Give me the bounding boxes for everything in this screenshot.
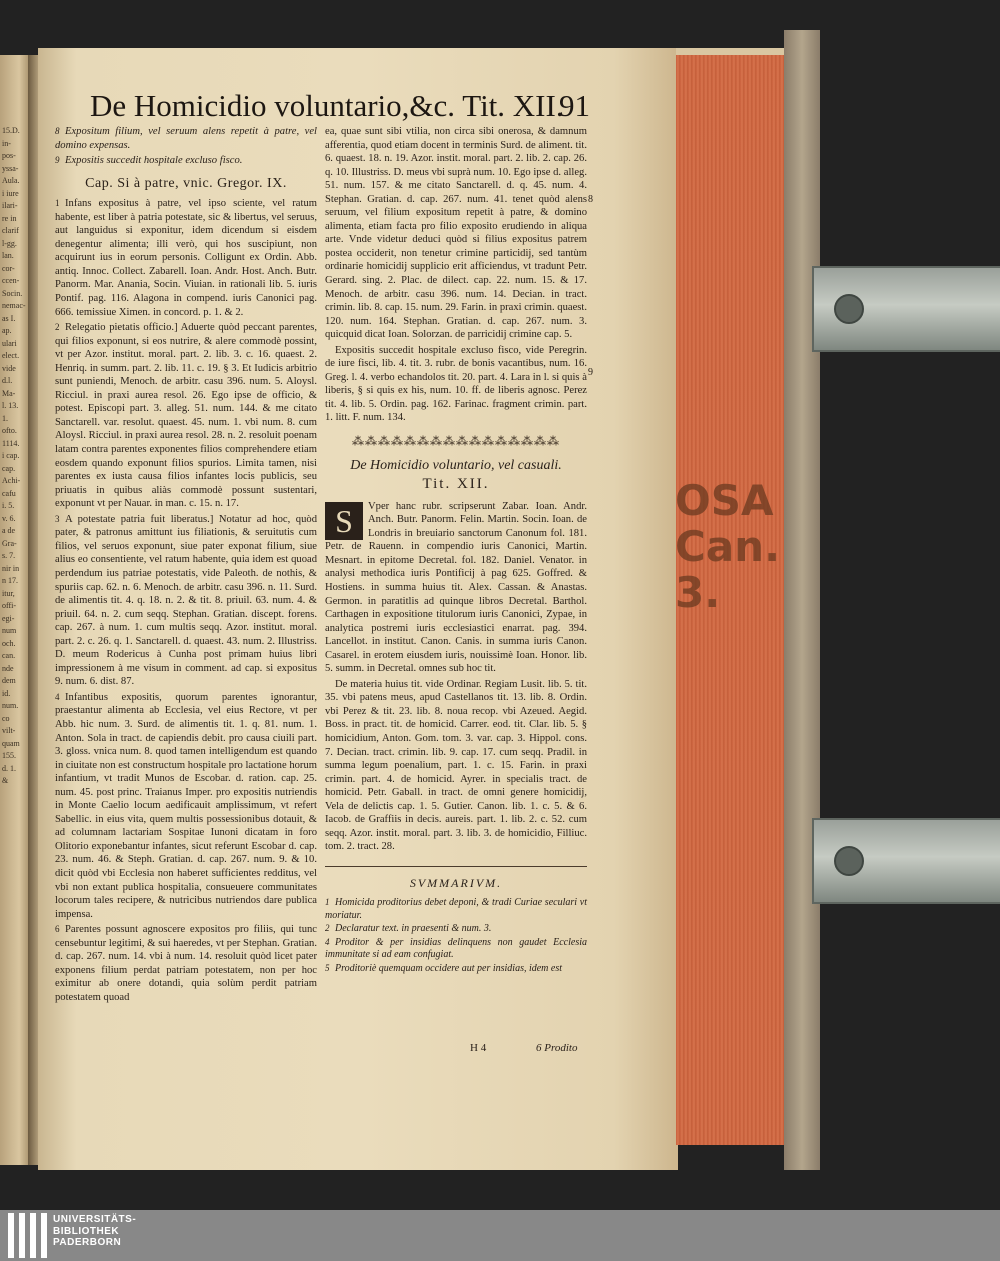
library-name: UNIVERSITÄTS- BIBLIOTHEK PADERBORN bbox=[53, 1214, 137, 1248]
paragraph: 3 A potestate patria fuit liberatus.] Notatur ad hoc, quòd pater, & patronus amittunt ius filiationis, & seruitutis cum filios, vel seruos exponunt, siue pater exponat filium, siue alius eo consentiente, vel ratum habente, quia idem est quoad perdendum ius patriae potestatis, vide Paleoth. de nothis, & spuriis cap. 62. n. 6. Menoch. de arbitr. casu 396. n. 11. Surd. de alimentis tit. 4. q. 18. n. 2. & tit. 8. priuil. 63. num. 4. & priuil. 64. n. 2. cum seqq. Stephan. Gratian. discept. forens. cap. 267. à num. 1. cum multis seqq. Azor. institut. moral. part. 2. c. 26. q. 1. Sanctarell. d. quaest. 43. num. 2. Illustriss. D. meum Rodericus à Cunha post primam huius libri impressionem à me visum in comment. ad cap. si expositus 9. num. 6. dist. 87. bbox=[55, 513, 317, 688]
right-text-column bbox=[325, 125, 587, 975]
clasp-pin bbox=[834, 846, 864, 876]
page-number: 91 bbox=[559, 88, 590, 123]
ownership-stamp: OSA Can. 3. bbox=[675, 476, 781, 617]
paragraph: ea, quae sunt sibi vtilia, non circa sibi onerosa, & damnum afferentia, quod etiam docent in terminis Surd. de aliment. tit. 6. quaest. 18. n. 19. Azor. instit. moral. part. 2. lib. 2. cap. 26. q. 10. Illustriss. D. meus vbi suprà num. 10. Ego ipse d. alleg. 51. num. 157. & me citato Sanctarell. d. q. 45. num. 4. Stephan. Gratian. d. cap. 267. num. 41. tenet quòd alens seruum, vel filium expositum repetit à patre, & domino alimenta, etiam facta pro filio exposito erudiendo in aliqua arte. Vnde videtur deduci quòd si filius expositus patrem postea occiderit, non tenetur crimine particidij, sed tantùm ordinarie homicidij supplicio erit afficiendus, vt tradunt Petr. Gerard. sing. 2. Plac. de dilect. cap. 22. num. 15. & 17. Menoch. de arbitr. casu 396. num. 14. Decian. in tract. crimin. lib. 8. cap. 15. num. 29. Farin. in praxi crimin. quaest. 120. num. 164. Stephan. Gratian. d. cap. 267. num. 3. quicquid dicat Ioan. Solorzan. de parricidij crimine cap. 5. bbox=[325, 126, 587, 341]
metal-clasp-top bbox=[812, 266, 1000, 352]
metal-clasp-bottom bbox=[812, 818, 1000, 904]
paragraph: 6 Parentes possunt agnoscere expositos pro filiis, qui tunc censebuntur legitimi, & sui haeredes, vt per Stephan. Gratian. d. cap. 267. num. 14. vbi à num. 14. resoluit quòd licet pater exponens filium perdat patriam potestatem, non per hoc eximitur ab onere dotandi, quia solùm perdit patriam potestatem quoad bbox=[55, 924, 317, 1003]
section-title: De Homicidio voluntario, vel casuali. bbox=[350, 457, 562, 473]
summary-item: 9 Expositis succedit hospitale excluso fisco. bbox=[55, 155, 243, 167]
ornament-band: ⁂⁂⁂⁂⁂⁂⁂⁂⁂⁂⁂⁂⁂⁂⁂⁂ bbox=[352, 434, 560, 449]
summarium-list bbox=[325, 896, 587, 975]
divider bbox=[325, 866, 587, 867]
left-text-column bbox=[55, 125, 317, 1006]
book-cover bbox=[784, 30, 820, 1170]
left-page-text-fragments: 15.D. in- pos- yssa- Aula. i iure ilari- re in clarif l-gg. lan. cor- ccen- Socin. nemac- as I. ap. ulari elect. vide d.l. Ma- l. 13. 1. ofto. 1114. i cap. cap. Achi- cafu i. 5. v. 6. a de Gra- s. 7. nir in n 17. itur, offi- egi- num och. can. nde dem id. num. co vilt- quam 155. d. 1. & bbox=[2, 126, 26, 785]
library-footer-bar bbox=[0, 1210, 1000, 1261]
summarium-heading: SVMMARIVM. bbox=[409, 875, 503, 890]
paragraph: Expositis succedit hospitale excluso fisco, vide Peregrin. de iure fisci, lib. 4. tit. 3. rubr. de bonis vacantibus, num. 16. Greg. l. 4. verbo echandolos tit. 20. part. 4. Lara in l. si quis à liberis, § si quis ex his, num. 10. ff. de liberis agnosc. Perez tit. 4. lib. 5. Ordin. pag. 162. Farinac. fragment crimin. part. 1. litt. F. num. 134. bbox=[325, 344, 587, 424]
summarium-item: 1 Homicida proditorius debet deponi, & tradi Curiae seculari vt moriatur. bbox=[325, 897, 587, 921]
section-number: Tit. XII. bbox=[422, 476, 490, 493]
summarium-item: 4 Proditor & per insidias delinquens non gaudet Ecclesia immunitate si ad eam confugiat. bbox=[325, 936, 587, 961]
margin-number: 9 bbox=[588, 367, 593, 378]
summarium-item: 5 Proditoriè quemquam occidere aut per insidias, idem est bbox=[325, 962, 563, 974]
chapter-heading: Cap. Si à patre, vnic. Gregor. IX. bbox=[85, 175, 287, 191]
paragraph: 2 Relegatio pietatis officio.] Aduerte quòd peccant parentes, qui filios exponunt, si eos nutrire, & alere commodè possint, vt per Azor. institut. moral. part. 2. lib. 3. c. 16. quaest. 2. Henriq. in summ. part. 2. lib. 11. c. 19. § 3. Et Iudicis arbitrio sunt puniendi, Menoch. de arbitr. casu 396. num. 5. Aloysl. Ricciul. in praxi aurea resol. 26. Ego ipse de officio, & potest. Episcopi part. 3. alleg. 51. num. 144. & me citato Sanctarell. var. resolut. quaest. 45. num. 1. vbi num. 8. cum Aloysl. Ricciul. in praxi aurea resol. 28. n. 2. resoluit poenam latam contra parentes exponentes filios comprehendere etiam eosdem quando exponunt filios spurios. Limita tamen, nisi parentes ex iusta causa filios infantes locis publicis, seu priuatis in quibus aliàs commodè possunt sustentari, exponunt vt per Nauar. in man. c. 15. n. 17. bbox=[55, 322, 317, 510]
library-logo-icon bbox=[8, 1213, 48, 1258]
signature-mark: H 4 bbox=[470, 1042, 487, 1054]
paragraph: 1 Infans expositus à patre, vel ipso sciente, vel ratum habente, est liber à patria potestate, sic & libertus, vel seruus, aut languidus si exponitur, idem dicendum si eisdem denegentur alimenta; illi verò, qui hos suscipiunt, non acquirunt ius in eorum personis. Colligunt ex Ordin. Abb. antiq. Innoc. Collect. Zabarell. Ioan. Andr. Host. Anch. Butr. Panorm. Mar. Anania, Socin. Viuian. in rationali lib. 5. iuris Pontif. pag. 116. Alagona in compend. iuris Canonici pag. 666. temissiue Ximen. in concord. p. 1. & 2. bbox=[55, 198, 317, 318]
paragraph: De materia huius tit. vide Ordinar. Regiam Lusit. lib. 5. tit. 35. vbi patens meus, apud Castellanos tit. 13. lib. 8. Ordin. vbi Perez & tit. 23. lib. 8. noua recop. vbi Azeued. Aegid. Boss. in pract. tit. de homicid. Carrer. eod. tit. Clar. lib. 5. § homicidium, Anton. Gom. tom. 3. var. cap. 3. Hippol. cons. 7. Decian. tract. crimin. lib. 9. cap. 17. cum seqq. Pradil. in summa legum poenalium, part. 1. c. 15. Farin. in praxi crimin. part. 4. de homicid. Ayrer. in specialis tract. de homicid. Petr. Gaball. in tract. de omni genere homicidij, Vela de delictis cap. 1. 5. Gutier. Canon. lib. 1. c. 5. & 6. Iacob. de Graffiis in decis. aureis. part. 1. lib. 2. c. 52. cum seqq. Azor. instit. moral. part. 3. lib. 3. de homicidio, Filliuc. tom. 2. tract. 28. bbox=[325, 678, 587, 853]
catchword: 6 Prodito bbox=[536, 1042, 578, 1054]
summarium-item: 2 Declaratur text. in praesenti & num. 3. bbox=[325, 923, 492, 935]
page-title: De Homicidio voluntario,&c. Tit. XII. bbox=[90, 88, 564, 123]
clasp-pin bbox=[834, 294, 864, 324]
intro-paragraph: S Vper hanc rubr. scripserunt Zabar. Ioan. Andr. Anch. Butr. Panorm. Felin. Martin. Socin. Ioan. de Londris in breuiario sanctorum Canonum fol. 181. Petr. de Rauenn. in compendio iuris Canonici, Martin. Mesnart. in epitome Decretal. fol. 182. Daniel. Venator. in analysi methodica iuris Pontificij à pag 625. Goffred. & Hostiens. in summa huius tit. Alex. Cassan. & Anastas. Germon. in paratitlis ad quinque libros Decretal. Barthol. Carthagen in expositione titulorum iuris Canonici, Zypae, in analytica postremi iuris ecclesiastici enarrat. pag. 394. Lancellot. in institut. Canon. Canis. in summa iuris Canon. Casarel. in erotem eiusdem iuris, nouissimè Ioan. Honor. lib. 5. summ. in Decretal. omnes sub hoc tit. bbox=[325, 500, 587, 675]
margin-number: 8 bbox=[588, 194, 593, 205]
decorated-initial: S bbox=[325, 502, 363, 540]
summary-item: 8 Expositum filium, vel seruum alens repetit à patre, vel domino expensas. bbox=[55, 126, 317, 151]
paragraph: 4 Infantibus expositis, quorum parentes ignorantur, praestantur alimenta ab Ecclesia, vel eius Rectore, vt per Abb. hic num. 3. Surd. de alimentis tit. 1. q. 81. num. 1. Anton. Sola in tract. de capiendis debit. pro causa ciuili part. 3. gloss. vnica num. 8. quod tamen intelligendum est quando in ciuitate non est constructum hospitale pro lactatione horum infantium, vt tradit Munos de Escobar. d. ration. cap. 25. num. 45. post princ. Traianus Imper. pro expositis nutriendis in Monte Caelio locum aedificauit amplissimum, vt refert Sabellic. in eius vita, quem multis possessionibus dotauit, & ad columnam lactariam Sospitae Iunoni dicatam in foro Olitorio exponebantur infantes, sicut referunt Escobar d. cap. 23. num. 46. & Steph. Gratian. d. cap. 267. num. 9. & 10. dicit quòd vbi Ecclesia non haberet sufficientes redditus, vel vbi non extant publica hospitalia, consueuere communitates locorum tales recipere, & nutricibus nutriendos dare publica impensa. bbox=[55, 691, 317, 920]
